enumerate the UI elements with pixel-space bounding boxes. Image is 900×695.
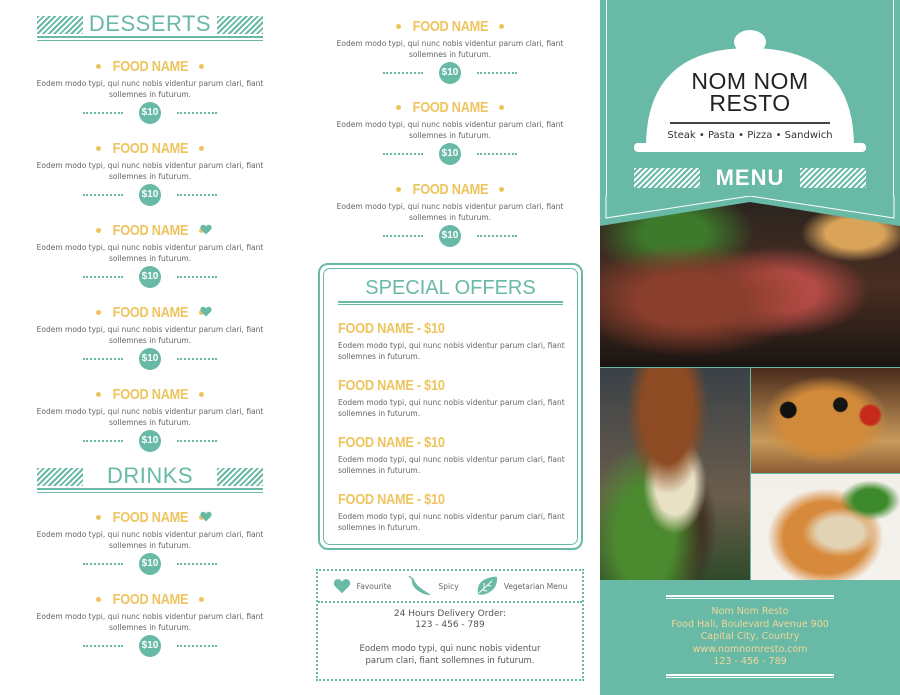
delivery-info: [318, 609, 582, 631]
contact-rule: [666, 674, 834, 678]
food-desc: Eodem modo typi, qui nunc nobis videntur parum clari, fiant: [36, 530, 264, 539]
contact-info: [600, 595, 900, 678]
leaf-icon: [476, 576, 498, 596]
special-offer-item: [338, 434, 568, 476]
legend-box: [316, 569, 584, 681]
offer-name: FOOD NAME - $10: [338, 491, 445, 508]
pizza-photo: [751, 368, 900, 473]
contact-name: Nom Nom Resto: [711, 606, 789, 617]
food-name: FOOD NAME: [112, 508, 188, 526]
legend-row: [318, 571, 582, 603]
price-badge: $10: [139, 266, 161, 288]
special-offer-item: [338, 377, 568, 419]
food-name: FOOD NAME: [112, 590, 188, 608]
banner-point: [600, 196, 900, 228]
drink-item: [20, 589, 280, 657]
menu-item: [320, 179, 580, 247]
food-desc: sollemnes in futurum.: [108, 172, 192, 181]
food-name: FOOD NAME: [412, 17, 488, 35]
food-name: FOOD NAME: [112, 385, 188, 403]
food-desc: sollemnes in futurum.: [108, 336, 192, 345]
chili-pepper-icon: [408, 576, 432, 596]
legend-spicy: Spicy: [408, 576, 458, 596]
heart-icon: [200, 511, 212, 522]
heart-icon: [200, 224, 212, 235]
offer-desc: sollemnes in futurum.: [338, 466, 421, 475]
food-desc: sollemnes in futurum.: [408, 213, 492, 222]
food-name: FOOD NAME: [412, 180, 488, 198]
desserts-title: DESSERTS: [88, 11, 212, 36]
header-rule: [338, 301, 563, 305]
drinks-title: DRINKS: [106, 463, 194, 488]
offer-desc: Eodem modo typi, qui nunc nobis videntur parum clari, fiant: [338, 341, 565, 350]
burger-photo: [600, 368, 750, 580]
menu-item: [320, 97, 580, 165]
food-name: FOOD NAME: [412, 98, 488, 116]
special-offers-title: SPECIAL OFFERS: [365, 277, 536, 299]
menu-label: MENU: [715, 165, 785, 190]
stripe-decoration: [217, 468, 263, 486]
legend-favourite: Favourite: [333, 578, 392, 594]
food-desc: Eodem modo typi, qui nunc nobis videntur parum clari, fiant: [36, 79, 264, 88]
food-desc: Eodem modo typi, qui nunc nobis videntur parum clari, fiant: [36, 161, 264, 170]
price-badge: $10: [139, 184, 161, 206]
contact-website[interactable]: www.nomnomresto.com: [692, 643, 808, 655]
legend-vegetarian: Vegetarian Menu: [476, 576, 568, 596]
food-desc: Eodem modo typi, qui nunc nobis videntur parum clari, fiant: [36, 612, 264, 621]
drinks-header: [37, 465, 263, 491]
special-offer-item: [338, 491, 568, 533]
food-desc: Eodem modo typi, qui nunc nobis videntur parum clari, fiant: [336, 39, 564, 48]
legend-description: Eodem modo typi, qui nunc nobis videntur parum clari, fiant sollemnes in futurum.: [359, 644, 541, 666]
offer-desc: sollemnes in futurum.: [338, 523, 421, 532]
price-badge: $10: [139, 348, 161, 370]
food-desc: Eodem modo typi, qui nunc nobis videntur parum clari, fiant: [336, 202, 564, 211]
offer-name: FOOD NAME - $10: [338, 377, 445, 394]
dessert-item: [20, 384, 280, 452]
price-badge: $10: [139, 102, 161, 124]
food-desc: sollemnes in futurum.: [108, 90, 192, 99]
offer-desc: sollemnes in futurum.: [338, 352, 421, 361]
food-name: FOOD NAME: [112, 221, 188, 239]
offer-name: FOOD NAME - $10: [338, 434, 445, 451]
food-photos: [600, 200, 900, 580]
pasta-photo: [751, 474, 900, 580]
food-desc: Eodem modo typi, qui nunc nobis videntur parum clari, fiant: [336, 120, 564, 129]
contact-phone: 123 - 456 - 789: [713, 656, 787, 667]
offer-desc: sollemnes in futurum.: [338, 409, 421, 418]
contact-city: Capital City, Country: [700, 631, 800, 642]
food-desc: sollemnes in futurum.: [108, 623, 192, 632]
contact-address: Food Hall, Boulevard Avenue 900: [671, 618, 829, 630]
header-rule: [37, 488, 263, 493]
dessert-item: [20, 302, 280, 370]
restaurant-name: NOM NOM RESTO: [691, 68, 809, 116]
food-name: FOOD NAME: [112, 303, 188, 321]
heart-icon: [200, 306, 212, 317]
offer-desc: Eodem modo typi, qui nunc nobis videntur parum clari, fiant: [338, 512, 565, 521]
food-desc: Eodem modo typi, qui nunc nobis videntur parum clari, fiant: [36, 325, 264, 334]
offer-name: FOOD NAME - $10: [338, 320, 445, 337]
special-offers-box: [318, 263, 583, 550]
food-desc: sollemnes in futurum.: [108, 541, 192, 550]
food-name: FOOD NAME: [112, 57, 188, 75]
price-badge: $10: [439, 225, 461, 247]
offer-desc: Eodem modo typi, qui nunc nobis videntur parum clari, fiant: [338, 455, 565, 464]
dessert-item: [20, 56, 280, 124]
desserts-header: [37, 13, 263, 39]
offer-desc: Eodem modo typi, qui nunc nobis videntur parum clari, fiant: [338, 398, 565, 407]
food-desc: sollemnes in futurum.: [408, 50, 492, 59]
contact-rule: [666, 595, 834, 599]
special-offer-item: [338, 320, 568, 362]
food-desc: sollemnes in futurum.: [108, 418, 192, 427]
dessert-item: [20, 138, 280, 206]
price-badge: $10: [139, 635, 161, 657]
stripe-decoration: [217, 16, 263, 34]
cover-banner: [600, 0, 900, 228]
food-desc: Eodem modo typi, qui nunc nobis videntur parum clari, fiant: [36, 243, 264, 252]
drink-item: [20, 507, 280, 575]
delivery-label: 24 Hours Delivery Order:: [393, 609, 507, 619]
price-badge: $10: [139, 430, 161, 452]
dessert-item: [20, 220, 280, 288]
menu-item: [320, 16, 580, 84]
delivery-phone: 123 - 456 - 789: [415, 620, 485, 630]
price-badge: $10: [439, 143, 461, 165]
food-desc: sollemnes in futurum.: [108, 254, 192, 263]
food-desc: Eodem modo typi, qui nunc nobis videntur parum clari, fiant: [36, 407, 264, 416]
food-name: FOOD NAME: [112, 139, 188, 157]
price-badge: $10: [139, 553, 161, 575]
cover-panel: [600, 0, 900, 695]
left-panel: [0, 0, 300, 695]
heart-icon: [333, 578, 351, 594]
price-badge: $10: [439, 62, 461, 84]
tagline: Steak • Pasta • Pizza • Sandwich: [667, 130, 833, 141]
food-desc: sollemnes in futurum.: [408, 131, 492, 140]
header-rule: [37, 36, 263, 41]
